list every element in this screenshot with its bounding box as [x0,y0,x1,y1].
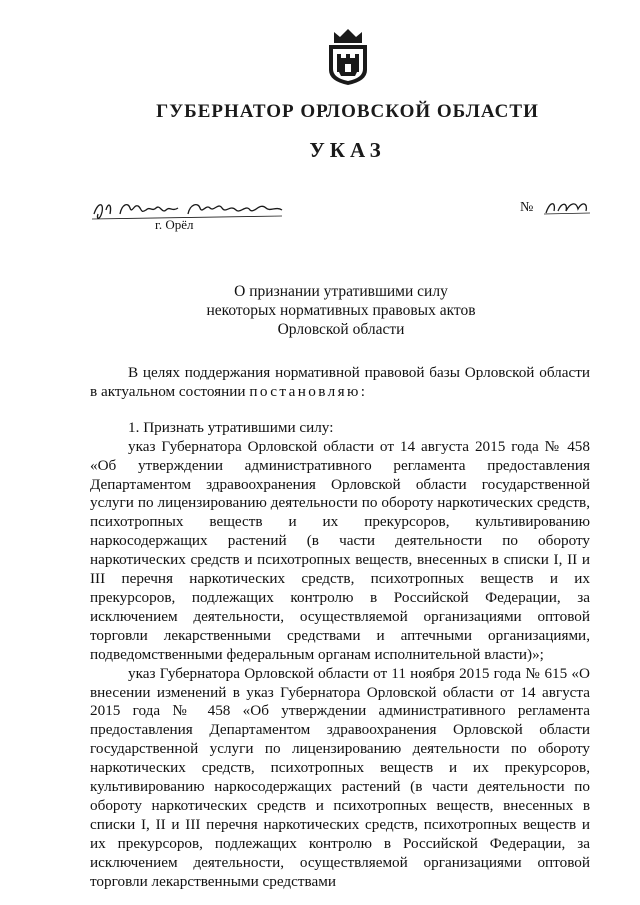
document-body [90,364,590,891]
document-title [0,282,640,339]
title-line: О признании утратившими силу [234,283,448,300]
number-label: № [520,200,534,215]
intro-text: В целях поддержания нормативной правовой базы Орловской области в актуальном состоянии [90,364,590,400]
title-line: некоторых нормативных правовых актов [206,302,476,319]
city-label: г. Орёл [155,217,194,232]
intro-keyword: постановляю: [249,382,368,400]
governor-heading: ГУБЕРНАТОР ОРЛОВСКОЙ ОБЛАСТИ [156,101,539,122]
coat-of-arms-icon [325,28,371,86]
decree-heading: УКАЗ [309,138,386,162]
intro-paragraph [90,364,590,402]
title-line: Орловской области [277,321,405,338]
act-1-paragraph: указ Губернатора Орловской области от 14 августа 2015 года № 458 «Об утверждении административного регламента предоставления Департаментом здравоохранения Орловской области государственной услуги по лицензированию деятельности по обороту наркотических средств, психотропных веществ и их прекурсоров, культивированию наркосодержащих растений (в части деятельности по обороту наркотических средств и психотропных веществ, внесенных в списки I, II и III перечня наркотических средств, психотропных веществ и их прекурсоров, подлежащих контролю в Российской Федерации, за исключением деятельности, осуществляемой организациями оптовой торговли лекарственными средствами и аптечными организациями, подведомственными федеральным органам исполнительной власти)»; [90,437,590,663]
handwritten-number-signature [542,195,592,219]
item-1-paragraph: 1. Признать утратившими силу: [128,418,334,436]
act-2-paragraph: указ Губернатора Орловской области от 11 ноября 2015 года № 615 «О внесении изменений в указ Губернатора Орловской области от 14 августа 2015 года № 458 «Об утверждении административного регламента предоставления Департаментом здравоохранения Орловской области государственной услуги по лицензированию деятельности по обороту наркотических средств, психотропных веществ и их прекурсоров, культивированию наркосодержащих растений (в части деятельности по обороту наркотических средств и психотропных веществ, внесенных в списки I, II и III перечня наркотических средств, психотропных веществ и их прекурсоров, подлежащих контролю в Российской Федерации, за исключением деятельности, осуществляемой организациями оптовой торговли лекарственными средствами [90,664,590,890]
